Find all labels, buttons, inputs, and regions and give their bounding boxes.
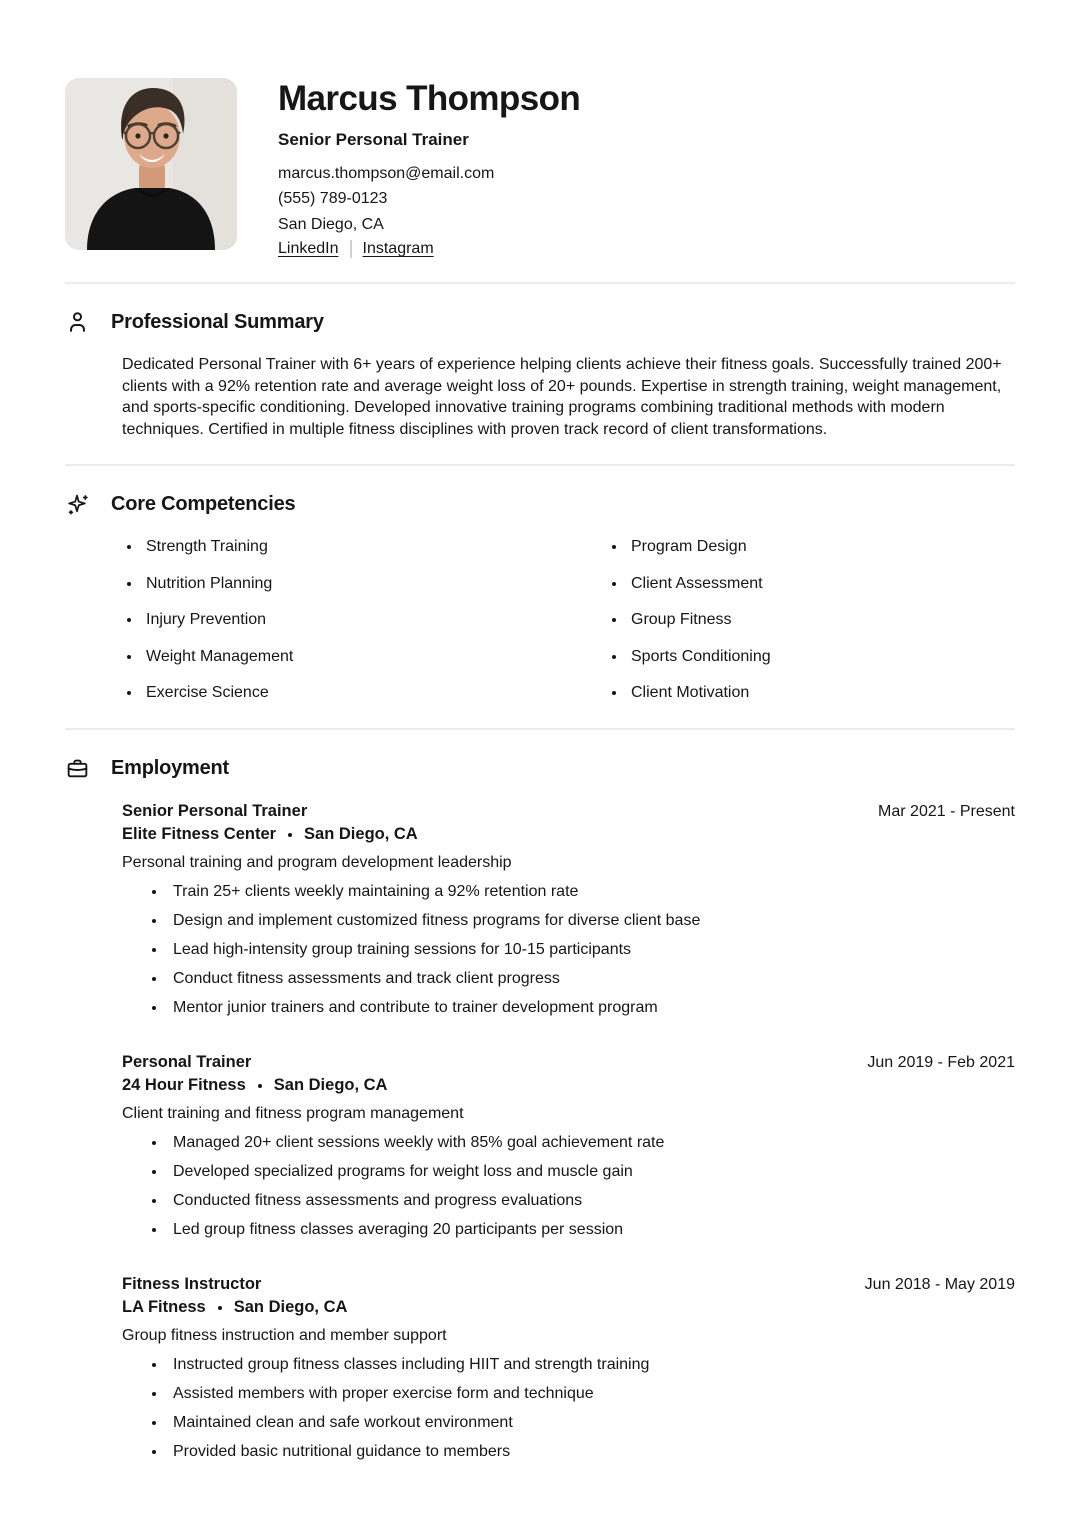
- bullet-icon: [612, 655, 616, 659]
- competency-label: Group Fitness: [631, 611, 732, 629]
- job-header: [122, 1051, 1015, 1074]
- link-separator: [350, 240, 352, 258]
- job-entry: [122, 1273, 1015, 1463]
- header-info: [278, 78, 580, 258]
- section-employment: [65, 730, 1015, 1493]
- competency-item: [127, 682, 607, 704]
- competency-item: [612, 682, 1015, 704]
- bullet-icon: [152, 1170, 156, 1174]
- job-company-line: [122, 1296, 1015, 1319]
- bullet-icon: [152, 977, 156, 981]
- bullet-text: Mentor junior trainers and contribute to trainer development program: [173, 999, 658, 1017]
- location-text: San Diego, CA: [278, 215, 384, 233]
- bullet-icon: [127, 582, 131, 586]
- bullet-icon: [152, 1006, 156, 1010]
- company-separator-icon: [288, 833, 292, 837]
- competency-label: Nutrition Planning: [146, 574, 273, 592]
- bullet-icon: [612, 691, 616, 695]
- company-location: San Diego, CA: [273, 1076, 388, 1095]
- job-bullet: [152, 1354, 1015, 1376]
- competency-item: [612, 573, 1015, 595]
- job-bullet: [152, 997, 1015, 1019]
- competency-item: [127, 609, 607, 631]
- job-bullet: [152, 1383, 1015, 1405]
- job-bullet: [152, 1441, 1015, 1463]
- bullet-icon: [152, 1421, 156, 1425]
- section-header: [65, 492, 1015, 517]
- bullet-text: Design and implement customized fitness programs for diverse client base: [173, 912, 701, 930]
- bullet-icon: [152, 1141, 156, 1145]
- competency-label: Client Motivation: [631, 684, 750, 702]
- bullet-text: Maintained clean and safe workout environment: [173, 1414, 513, 1432]
- section-title: Professional Summary: [111, 311, 324, 333]
- bullet-icon: [127, 691, 131, 695]
- phone-text: (555) 789-0123: [278, 190, 388, 207]
- bullet-icon: [127, 655, 131, 659]
- bullet-icon: [152, 890, 156, 894]
- bullet-text: Led group fitness classes averaging 20 participants per session: [173, 1221, 624, 1239]
- company-name: 24 Hour Fitness: [122, 1076, 246, 1095]
- social-links: [278, 240, 580, 258]
- job-dates: Mar 2021 - Present: [878, 803, 1015, 821]
- section-title: Core Competencies: [111, 493, 296, 516]
- instagram-link[interactable]: Instagram: [362, 240, 434, 257]
- section-header: [65, 310, 1015, 335]
- job-header: [122, 800, 1015, 823]
- competency-label: Exercise Science: [146, 684, 269, 702]
- job-description: Personal training and program development leadership: [122, 854, 512, 872]
- competency-label: Weight Management: [146, 647, 294, 665]
- job-header: [122, 1273, 1015, 1296]
- bullet-text: Conducted fitness assessments and progress evaluations: [173, 1192, 583, 1210]
- bullet-text: Lead high-intensity group training sessions for 10-15 participants: [173, 941, 632, 959]
- person-icon: [65, 310, 90, 335]
- bullet-icon: [152, 1392, 156, 1396]
- job-bullet: [152, 1219, 1015, 1241]
- company-separator-icon: [218, 1306, 222, 1310]
- bullet-icon: [152, 1199, 156, 1203]
- job-title: Senior Personal Trainer: [122, 802, 308, 821]
- competencies-grid: [122, 536, 1015, 704]
- bullet-text: Developed specialized programs for weight loss and muscle gain: [173, 1163, 633, 1181]
- competency-item: [127, 573, 607, 595]
- bullet-text: Train 25+ clients weekly maintaining a 92% retention rate: [173, 883, 579, 901]
- job-bullet: [152, 1132, 1015, 1154]
- job-bullet: [152, 1161, 1015, 1183]
- section-title: Employment: [111, 757, 230, 780]
- job-entry: [122, 1051, 1015, 1241]
- job-bullet: [152, 1190, 1015, 1212]
- job-bullet: [152, 910, 1015, 932]
- bullet-text: Provided basic nutritional guidance to members: [173, 1443, 511, 1461]
- job-company-line: [122, 1074, 1015, 1097]
- job-description: Group fitness instruction and member support: [122, 1327, 447, 1345]
- bullet-icon: [152, 1363, 156, 1367]
- job-title: Personal Trainer: [122, 1053, 252, 1072]
- profile-photo-illustration: [65, 78, 237, 250]
- competency-item: [612, 609, 1015, 631]
- company-name: Elite Fitness Center: [122, 825, 277, 844]
- summary-text: Dedicated Personal Trainer with 6+ years of experience helping clients achieve their fitness goals. Successfully trained 200+ clients with a 92% retention rate and average weight loss of 20+ pounds. Expertise in strength training, weight management, and sports-specific conditioning. Developed innovative training programs combining traditional methods with modern techniques. Certified in multiple fitness disciplines with proven track record of client transformations.: [122, 356, 1002, 438]
- bullet-icon: [612, 582, 616, 586]
- resume-header: [65, 78, 1015, 258]
- job-bullet: [152, 881, 1015, 903]
- bullet-icon: [612, 545, 616, 549]
- bullet-icon: [152, 948, 156, 952]
- competencies-right-column: [607, 536, 1015, 704]
- competency-label: Program Design: [631, 538, 747, 556]
- bullet-icon: [612, 618, 616, 622]
- job-bullet-list: [122, 1132, 1015, 1241]
- bullet-icon: [127, 618, 131, 622]
- job-description: Client training and fitness program management: [122, 1105, 464, 1123]
- bullet-icon: [152, 919, 156, 923]
- job-dates: Jun 2018 - May 2019: [864, 1276, 1015, 1294]
- person-name: Marcus Thompson: [278, 79, 581, 118]
- job-dates: Jun 2019 - Feb 2021: [867, 1054, 1015, 1072]
- jobs-list: [122, 800, 1015, 1493]
- company-location: San Diego, CA: [233, 1298, 348, 1317]
- bullet-text: Assisted members with proper exercise form and technique: [173, 1385, 594, 1403]
- bullet-icon: [152, 1228, 156, 1232]
- competency-item: [127, 536, 607, 558]
- section-core-competencies: [65, 466, 1015, 704]
- competency-item: [127, 646, 607, 668]
- job-company-line: [122, 823, 1015, 846]
- sparkles-icon: [65, 492, 90, 517]
- section-header: [65, 756, 1015, 781]
- job-bullet: [152, 968, 1015, 990]
- profile-photo: [65, 78, 237, 250]
- linkedin-link[interactable]: LinkedIn: [278, 240, 339, 257]
- job-bullet-list: [122, 1354, 1015, 1463]
- bullet-text: Instructed group fitness classes including HIIT and strength training: [173, 1356, 650, 1374]
- competencies-left-column: [122, 536, 607, 704]
- competency-label: Sports Conditioning: [631, 647, 771, 665]
- competency-label: Injury Prevention: [146, 611, 267, 629]
- company-name: LA Fitness: [122, 1298, 206, 1317]
- competency-label: Strength Training: [146, 538, 268, 556]
- bullet-text: Managed 20+ client sessions weekly with 85% goal achievement rate: [173, 1134, 665, 1152]
- job-bullet-list: [122, 881, 1015, 1019]
- bullet-text: Conduct fitness assessments and track client progress: [173, 970, 560, 988]
- job-bullet: [152, 939, 1015, 961]
- competency-item: [612, 536, 1015, 558]
- competency-item: [612, 646, 1015, 668]
- bullet-icon: [127, 545, 131, 549]
- email-text: marcus.thompson@email.com: [278, 164, 495, 182]
- company-separator-icon: [258, 1084, 262, 1088]
- bullet-icon: [152, 1450, 156, 1454]
- job-title: Fitness Instructor: [122, 1275, 262, 1294]
- briefcase-icon: [65, 756, 90, 781]
- company-location: San Diego, CA: [304, 825, 418, 844]
- section-professional-summary: [65, 284, 1015, 440]
- job-bullet: [152, 1412, 1015, 1434]
- person-role: Senior Personal Trainer: [278, 129, 469, 149]
- competency-label: Client Assessment: [631, 574, 763, 592]
- job-entry: [122, 800, 1015, 1019]
